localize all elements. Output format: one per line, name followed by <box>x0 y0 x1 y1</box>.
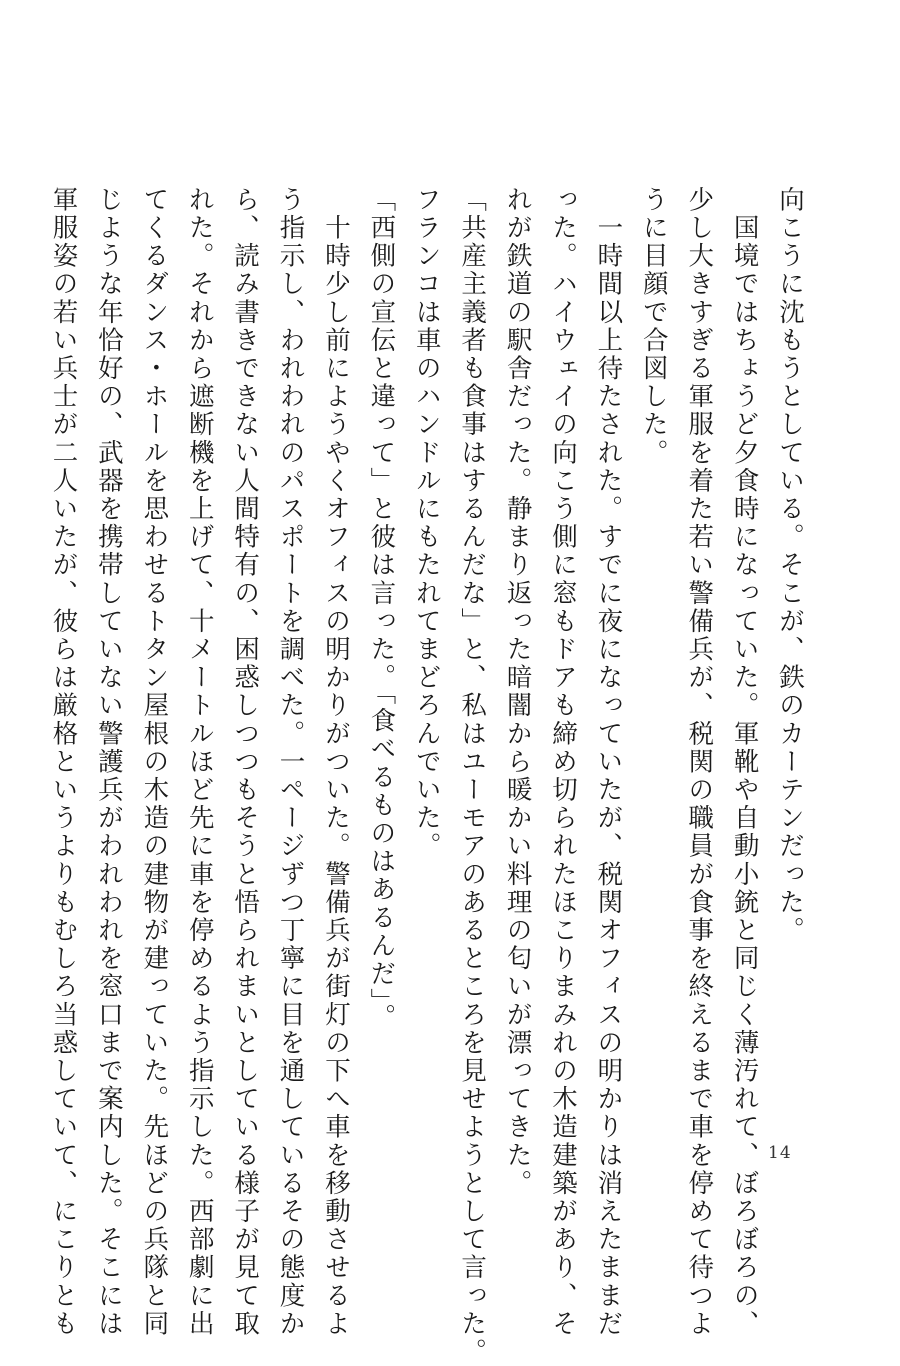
text-line: 「西側の宣伝と違って」と彼は言った。「食べるものはあるんだ」。 <box>366 186 397 1032</box>
text-line: った。ハイウェイの向こう側に窓もドアも締め切られたほこりまみれの木造建築があり、そ <box>547 186 578 1339</box>
text-line: 少し大きすぎる軍服を着た若い警備兵が、税関の職員が食事を終えるまで車を停めて待つよ <box>684 186 715 1339</box>
text-line: 国境ではちょうど夕食時になっていた。軍靴や自動小銃と同じく薄汚れて、ぼろぼろの、 <box>729 186 760 1339</box>
text-line: てくるダンス・ホールを思わせるトタン屋根の木造の建物が建っていた。先ほどの兵隊と同 <box>139 186 170 1339</box>
text-line: 「共産主義者も食事はするんだな」と、私はユーモアのあるところを見せようとして言った。 <box>457 186 488 1366</box>
text-line: じような年恰好の、武器を携帯していない警護兵がわれわれを窓口まで案内した。そこには <box>93 186 124 1339</box>
text-line: フランコは車のハンドルにもたれてまどろんでいた。 <box>411 186 442 861</box>
text-line: れた。それから遮断機を上げて、十メートルほど先に車を停めるよう指示した。西部劇に出 <box>184 186 215 1339</box>
text-line: れが鉄道の駅舎だった。静まり返った暗闇から暖かい料理の匂いが漂ってきた。 <box>502 186 533 1198</box>
text-line: 十時少し前にようやくオフィスの明かりがついた。警備兵が街灯の下へ車を移動させるよ <box>320 186 351 1339</box>
text-line: うに目顔で合図した。 <box>638 186 669 467</box>
text-line: ら、読み書きできない人間特有の、困惑しつつもそうと悟られまいとしている様子が見て取 <box>230 186 261 1339</box>
text-line: 軍服姿の若い兵士が二人いたが、彼らは厳格というよりもむしろ当惑していて、にこりとも <box>48 186 79 1339</box>
text-line: う指示し、われわれのパスポートを調べた。一ページずつ丁寧に目を通しているその態度か <box>275 186 306 1339</box>
text-line: 一時間以上待たされた。すでに夜になっていたが、税関オフィスの明かりは消えたままだ <box>593 186 624 1339</box>
page-number: 14 <box>768 1143 792 1163</box>
text-line: 向こうに沈もうとしている。そこが、鉄のカーテンだった。 <box>775 186 805 945</box>
